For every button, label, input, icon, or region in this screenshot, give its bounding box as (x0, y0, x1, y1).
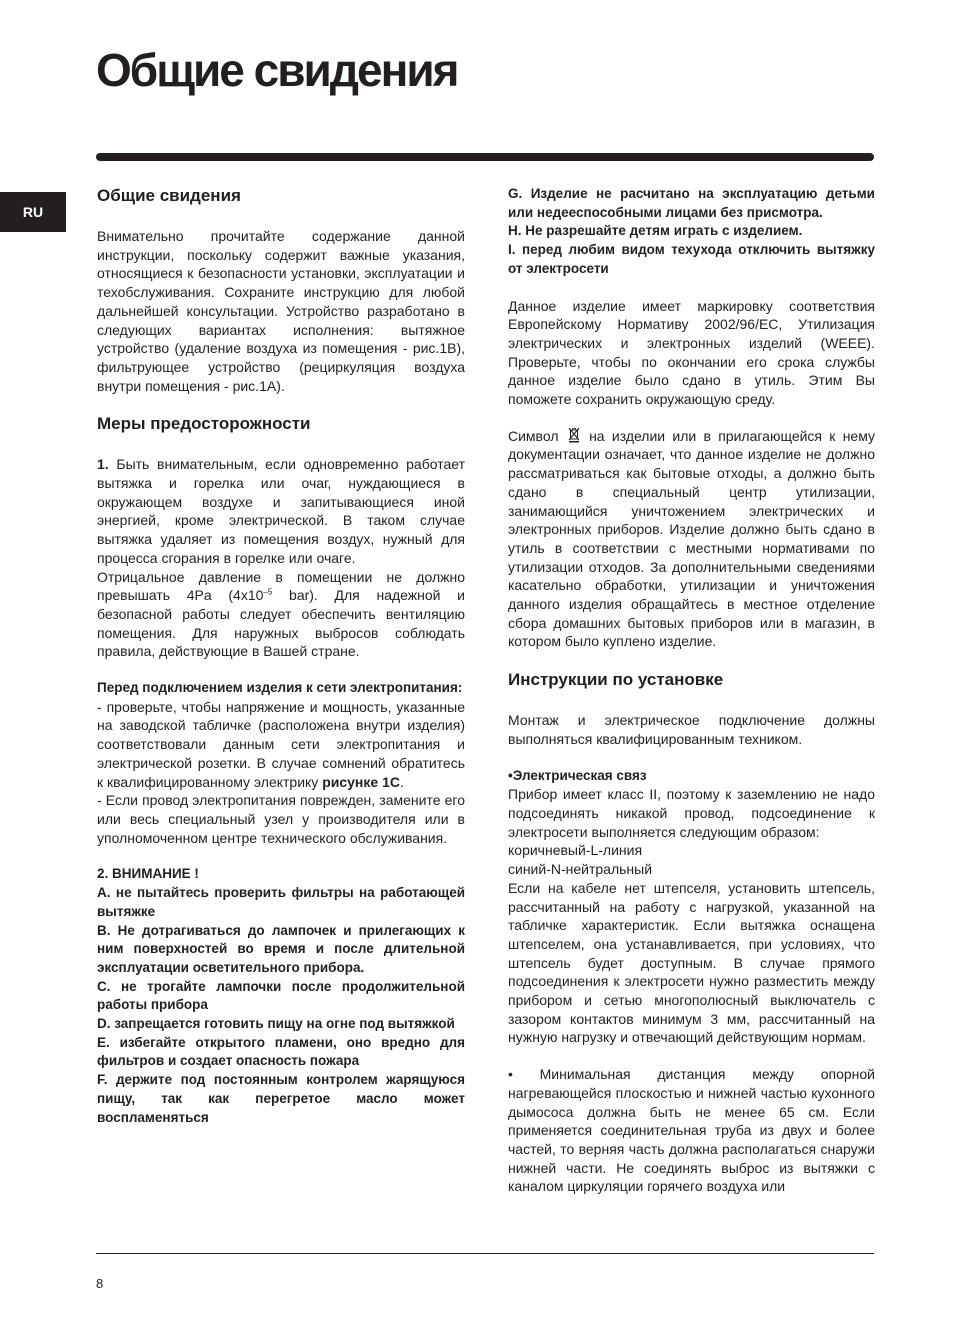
pressure-text-a: Отрицальное давление в помещении не должно превышать 4Pa (4x10 (97, 568, 465, 604)
warning-heading: 2. ВНИМАНИЕ ! (97, 866, 199, 882)
figure-reference: рисунке 1C (322, 773, 400, 790)
precaution-text-1: Быть внимательным, если одновременно работает вытяжка и горелка или очаг, нуждающиеся в окружающем воздухе и запитывающиеся иной энергией, кроме электрической. В таком случае вытяжка удаляет из помещения воздух, нужный для процесса сгорания в горелке или очаге. (97, 456, 465, 566)
cable-paragraph: - Если провод электропитания поврежден, замените его или весь специальный узел у производителя или в уполномоченном центре технического обслуживания. (97, 792, 465, 846)
warning-e: E. избегайте открытого пламени, оно вредно для фильтров и создает опасность пожара (97, 1034, 465, 1069)
symbol-text-b: на изделии или в прилагающейся к нему документации означает, что данное изделие не должно рассматриваться как бытовые отходы, а должно быть сдано в специальный центр утилизации, занимающийся уничтожением электрических и электронных приборов. Изделие должно быть сдано в утиль в соответствии с местными нормативами по утилизации отходов. За дополнительными сведениями касательно обработки, утилизации и уничтожения данного изделия обращайтесь в местное отделение сбора домашних бытовых приборов или в магазин, в котором было куплено изделие. (508, 427, 876, 650)
warning-g: G. Изделие не расчитано на эксплуатацию детьми или недееспособными лицами без присмотра. (508, 186, 875, 220)
warning-c: C. не трогайте лампочки после продолжительной работы прибора (97, 978, 465, 1013)
section-heading-installation: Инструкции по установке (508, 670, 724, 690)
connection-text-a: - проверьте, чтобы напряжение и мощность, указанные на заводской табличке (расположена внутри изделия) соответствовали данным сети электропитания и электрической розетки. В случае сомнений обратитесь к квалифицированному электрику (97, 698, 465, 790)
warning-f: F. держите под постоянным контролем жарящуюся пищу, так как перегретое масло может воспламеняться (97, 1072, 465, 1125)
warning-h: H. Не разрешайте детям играть с изделием. (508, 223, 803, 239)
section-heading-general: Общие свидения (97, 186, 241, 205)
intro-paragraph: Внимательно прочитайте содержание данной инструкции, поскольку содержит важные указания, относящиеся к безопасности установки, эксплуатации и техобслуживания. Сохраните инструкцию для любой дальнейшей консультации. Устройство разработано в следующих вариантах исполнения: вытяжное устройство (удаление воздуха из помещения - рис.1B), фильтрующее устройство (рециркуляция воздуха внутри помещения - рис.1A). (97, 228, 465, 394)
symbol-text-a: Символ (508, 427, 559, 444)
section-heading-precautions: Меры предосторожности (97, 414, 311, 434)
warning-b: B. Не дотрагиваться до лампочек и прилегающих к ним поверхностей во время и после длительной эксплуатации осветительного прибора. (97, 922, 465, 975)
distance-paragraph: • Минимальная дистанция между опорной нагревающейся плоскостью и нижней частью кухонного дымососа должна быть не менее 65 см. Если применяется соединительная труба из двух и более частей, то верняя часть должна располагаться снаружи нижней части. Не соединять выброс из вытяжки с каналом циркуляции горячего воздуха или (508, 1066, 875, 1195)
pressure-paragraph (97, 568, 465, 662)
connection-heading: Перед подключением изделия к сети электропитания: (97, 680, 463, 696)
footer-divider (96, 1253, 874, 1254)
warning-d: D. запрещается готовить пищу на огне под вытяжкой (97, 1016, 455, 1032)
page-number: 8 (96, 1276, 104, 1291)
left-column (97, 185, 465, 1127)
connection-paragraph (97, 698, 465, 792)
item-number: 1. (97, 456, 109, 473)
title-divider (96, 153, 874, 161)
weee-paragraph: Данное изделие имеет маркировку соответствия Европейскому Нормативу 2002/96/EC, Утилизация электрических и электронных изделий (WEEE). Проверьте, чтобы по окончании его срока службы данное изделие было сдано в утиль. Этим Вы поможете сохранить окружающую среду. (508, 297, 875, 408)
precaution-paragraph-1 (97, 455, 465, 567)
language-tab: RU (0, 192, 66, 232)
right-column (508, 185, 875, 1196)
plug-paragraph: Если на кабеле нет штепселя, установить штепсель, рассчитанный на работу с нагрузкой, указанной на табличке характеристик. Если вытяжка оснащена штепселем, она устанавливается, при условиях, что штепсель будет доступным. В случае прямого подсоединения к электросети нужно разместить между прибором и сетью многополюсный выключатель с зазором контактов минимум 3 мм, рассчитанный на нужную нагрузку и отвечающий действующим нормам. (508, 879, 875, 1046)
installation-paragraph: Монтаж и электрическое подключение должны выполняться квалифицированным техником. (508, 712, 875, 747)
pressure-exponent: –5 (263, 587, 273, 597)
wire-blue: синий-N-нейтральный (508, 861, 653, 878)
crossed-bin-icon (568, 427, 580, 443)
wire-brown: коричневый-L-линия (508, 842, 643, 859)
connection-text-b: . (399, 773, 404, 790)
pressure-text-b: bar). Для надежной и безопасной работы следует обеспечить вентиляцию помещения. Для наружных выбросов соблюдать правила, действующие в Вашей стране. (97, 587, 466, 660)
symbol-paragraph (508, 427, 875, 651)
class-paragraph: Прибор имеет класс II, поэтому к заземлению не надо подсоединять никакой провод, подсоединение к электросети выполняется следующим образом: (508, 786, 875, 840)
warning-i: I. перед любим видом техухода отключить вытяжку от электросети (508, 242, 875, 276)
page-title: Общие свидения (96, 44, 458, 96)
electrical-heading: •Электрическая связ (508, 767, 647, 783)
warning-a: A. не пытайтесь проверить фильтры на работающей вытяжке (97, 885, 465, 919)
